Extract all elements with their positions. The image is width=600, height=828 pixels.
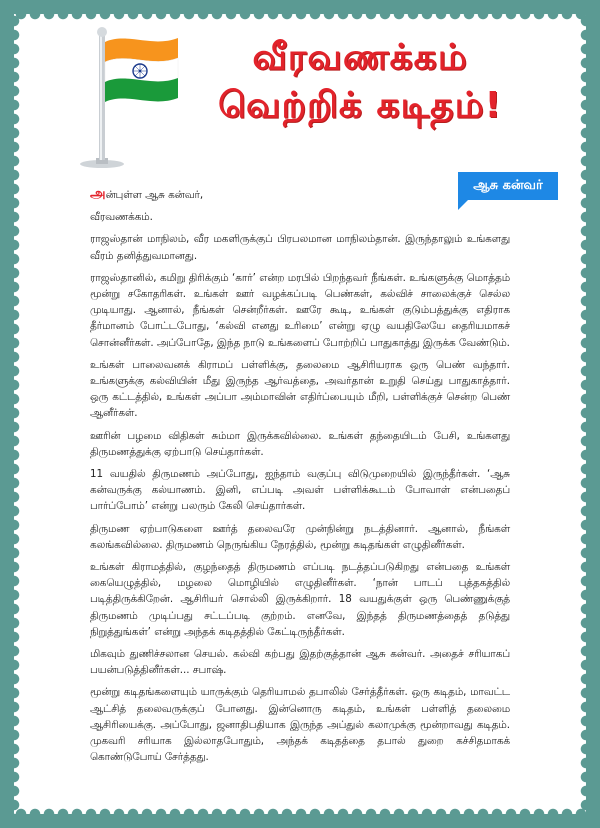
title-line-2: வெற்றிக் கடிதம்! [217, 85, 503, 126]
letter-body [90, 186, 510, 772]
salutation [90, 186, 510, 203]
paragraph: 11 வயதில் திருமணம் அப்போது, ஐந்தாம் வகுப்பு விடுமுறையில் இருந்தீர்கள். ‘ஆசு கன்வருக்கு கல்யாணம். இனி, எப்படி அவள் பள்ளிக்கூடம் போவாள் என்பதைப் பார்ப்போம்’ என்று பலரும் கேலி செய்தார்கள். [90, 468, 510, 513]
title-line-1: வீரவணக்கம் [252, 37, 468, 78]
paragraph: திருமண ஏற்பாடுகளை ஊர்த் தலைவரே முன்நின்று நடத்தினார். ஆனால், நீங்கள் கலங்கவில்லை. திருமணம் நெருங்கிய நேரத்தில், மூன்று கடிதங்கள் எழுதினீர்கள். [90, 522, 510, 551]
paragraph: ஊரின் பழமை விதிகள் சும்மா இருக்கவில்லை. உங்கள் தந்தையிடம் பேசி, உங்களது திருமணத்துக்கு ஏற்பாடு செய்தார்கள். [90, 429, 510, 458]
paragraph: ராஜஸ்தான் மாநிலம், வீர மகளிருக்குப் பிரபலமான மாநிலம்தான். இருந்தாலும் உங்களது வீரம் தனித்துவமானது. [90, 233, 510, 262]
paragraph: உங்கள் கிராமத்தில், குழந்தைத் திருமணம் எப்படி நடத்தப்படுகிறது என்பதை உங்கள் கையெழுத்தில், மழலை மொழியில் எழுதினீர்கள். ‘நான் பாடப் புத்தகத்தில் படித்திருக்கிறேன். ஆசிரியர் சொல்லி இருக்கிறார். 18 வயதுக்குள் ஒரு பெண்ணுக்குத் திருமணம் முடிப்பது சட்டப்படி குற்றம். எனவே, இந்தத் திருமணத்தைத் தடுத்து நிறுத்துங்கள்’ என்று அந்தக் கடிதத்தில் கேட்டிருந்தீர்கள். [90, 561, 510, 638]
salutation-text: ன்புள்ள ஆசு கன்வர், [105, 189, 204, 201]
paragraph: உங்கள் பாலைவனக் கிராமப் பள்ளிக்கு, தலைமை ஆசிரியராக ஒரு பெண் வந்தார். உங்களுக்கு கல்வியின் மீது இருந்த ஆர்வத்தை, அவர்தான் உறுதி செய்து பாதுகாத்தார். ஒரு கட்டத்தில், உங்கள் அப்பா அம்மாவின் எதிர்ப்பையும் மீறி, பள்ளிக்குச் சென்ற பெண் ஆனீர்கள். [90, 358, 510, 420]
author-byline: ஆசு கன்வர் [458, 172, 558, 200]
paragraph: மூன்று கடிதங்களையும் யாருக்கும் தெரியாமல் தபாலில் சேர்த்தீர்கள். ஒரு கடிதம், மாவட்ட ஆட்சித் தலைவருக்குப் போனது. இன்னொரு கடிதம், உங்கள் பள்ளித் தலைமை ஆசிரியைக்கு. அப்போது, ஜனாதிபதியாக இருந்த அப்துல் கலாமுக்கு மூன்றாவது கடிதம். முகவரி சரியாக இல்லாதபோதும், அந்தக் கடிதத்தை தபால் துறை கச்சிதமாகக் கொண்டுபோய் சேர்த்தது. [90, 686, 510, 764]
paragraph: மிகவும் துணிச்சலான செயல். கல்வி கற்பது இதற்குத்தான் ஆசு கன்வர். அதைச் சரியாகப் பயன்படுத்தினீர்கள்... சபாஷ். [90, 648, 510, 677]
indian-flag-illustration [72, 20, 182, 170]
paragraph: ராஜஸ்தானில், கமிறு திரிக்கும் ‘கார்’ என்ற மரபில் பிறந்தவர் நீங்கள். உங்களுக்கு மொத்தம் மூன்று சகோதரிகள். உங்கள் ஊர் வழக்கப்படி பெண்கள், கல்விச் சாலைக்குச் செல்ல முடியாது. ஆனால், நீங்கள் சென்றீர்கள். ஊரே கூடி, உங்கள் குடும்பத்துக்கு எதிராக தீர்மானம் போட்டபோது, ‘கல்வி எனது உரிமை’ என்று ஏழு வயதிலேயே தைரியமாகச் சொன்னீர்கள். அப்போதே, இந்த நாடு உங்களைப் போற்றிப் பாதுகாத்து இருக்க வேண்டும். [90, 271, 510, 349]
greeting: வீரவணக்கம். [90, 211, 153, 224]
page-title [210, 34, 510, 130]
drop-cap: அ [90, 186, 106, 202]
